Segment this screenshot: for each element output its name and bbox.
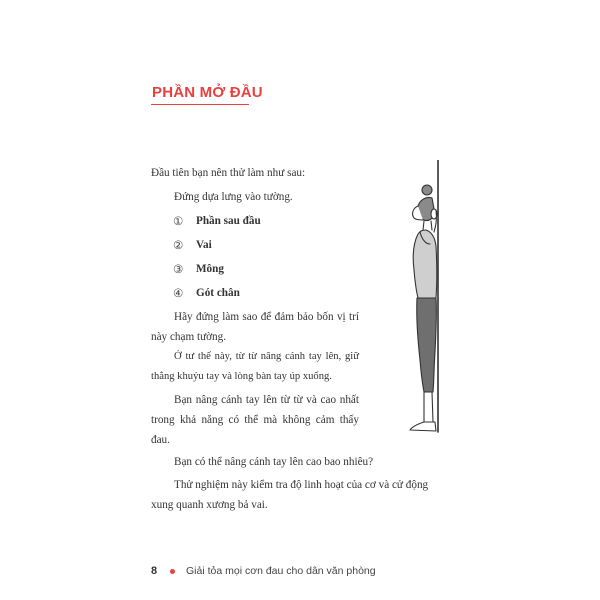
list-item-label: Gót chân — [196, 287, 240, 299]
paragraph-raise-arms: Ở tư thế này, từ từ nâng cánh tay lên, giữ thẳng khuỷu tay và lòng bàn tay úp xuống. — [151, 351, 359, 382]
intro-text: Đầu tiên bạn nên thử làm như sau: — [151, 167, 306, 179]
footer-bullet — [170, 569, 175, 574]
list-item-number: ③ — [173, 262, 184, 276]
page-number: 8 — [151, 565, 158, 577]
list-item-number: ① — [173, 214, 184, 228]
paragraph-raise-slowly: Bạn nâng cánh tay lên từ từ và cao nhất trong khả năng có thể mà không cảm thấy đau. — [151, 394, 359, 446]
woman-against-wall-illustration — [396, 160, 446, 440]
heading-underline — [151, 104, 249, 105]
paragraph-touch-points: Hãy đứng làm sao để đảm bảo bốn vị trí này chạm tường. — [151, 311, 359, 343]
section-heading: PHẦN MỞ ĐẦU — [152, 84, 263, 101]
list-item-number: ② — [173, 238, 184, 252]
running-footer-title: Giải tỏa mọi cơn đau cho dân văn phòng — [186, 565, 376, 577]
list-item-number: ④ — [173, 286, 184, 300]
instruction-text: Đứng dựa lưng vào tường. — [174, 191, 293, 203]
paragraph-test-purpose: Thử nghiệm này kiểm tra độ linh hoạt của cơ và cử động xung quanh xương bả vai. — [151, 479, 429, 511]
list-item-label: Phần sau đầu — [196, 215, 261, 227]
list-item-label: Mông — [196, 263, 224, 275]
list-item-label: Vai — [196, 239, 212, 251]
paragraph-question: Bạn có thể nâng cánh tay lên cao bao nhiêu? — [174, 456, 374, 468]
